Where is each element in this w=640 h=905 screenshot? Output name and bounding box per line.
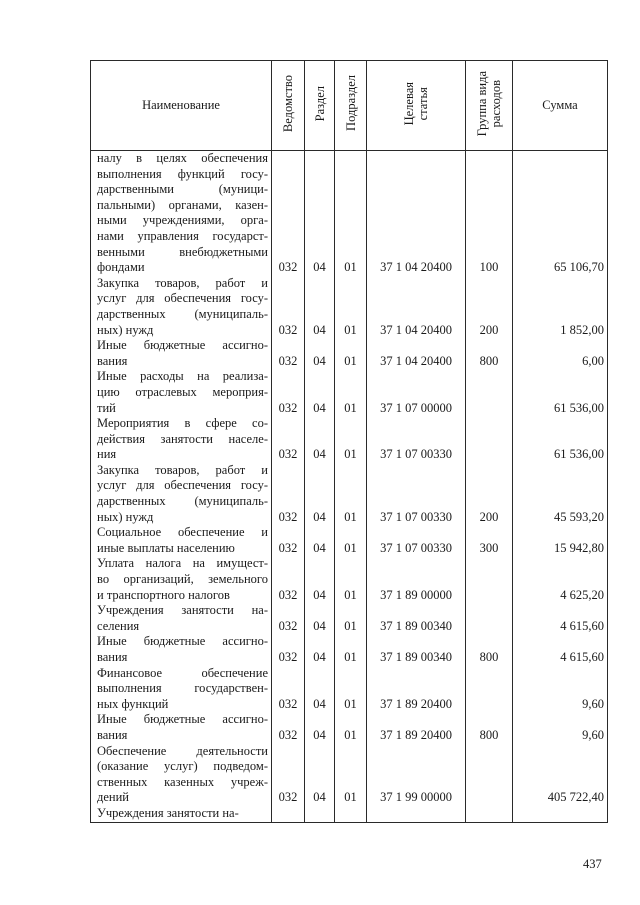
cell-podrazdel: 01 xyxy=(335,666,367,713)
cell-grp xyxy=(466,806,513,822)
table-row xyxy=(91,151,608,276)
cell-ved: 032 xyxy=(272,744,305,806)
row-name xyxy=(91,556,272,603)
cell-cel: 37 1 89 00340 xyxy=(367,603,466,634)
cell-podrazdel xyxy=(335,806,367,822)
cell-sum: 4 625,20 xyxy=(513,556,608,603)
cell-ved: 032 xyxy=(272,151,305,276)
cell-sum: 6,00 xyxy=(513,338,608,369)
cell-razdel: 04 xyxy=(305,634,335,665)
row-name-line: Иные расходы на реализа- xyxy=(97,369,268,384)
cell-ved: 032 xyxy=(272,416,305,463)
cell-razdel: 04 xyxy=(305,744,335,806)
cell-sum: 65 106,70 xyxy=(513,151,608,276)
cell-ved: 032 xyxy=(272,338,305,369)
header-ved xyxy=(272,61,305,151)
cell-sum: 9,60 xyxy=(513,666,608,713)
cell-sum: 1 852,00 xyxy=(513,276,608,338)
cell-grp xyxy=(466,556,513,603)
cell-grp: 200 xyxy=(466,276,513,338)
row-name-line: ных функций xyxy=(97,696,169,711)
cell-sum: 4 615,60 xyxy=(513,603,608,634)
table-row xyxy=(91,666,608,713)
row-name-line: и транспортного налогов xyxy=(97,587,230,602)
cell-cel: 37 1 04 20400 xyxy=(367,151,466,276)
row-name xyxy=(91,416,272,463)
header-podrazdel xyxy=(335,61,367,151)
row-name xyxy=(91,463,272,525)
row-name-line: тий xyxy=(97,400,116,415)
row-name-line: ными учреждениями, орга- xyxy=(97,213,268,228)
row-name-line: фондами xyxy=(97,260,145,275)
cell-cel: 37 1 99 00000 xyxy=(367,744,466,806)
table-row xyxy=(91,712,608,743)
row-name-line: иные выплаты населению xyxy=(97,540,235,555)
cell-sum: 405 722,40 xyxy=(513,744,608,806)
cell-cel: 37 1 89 00000 xyxy=(367,556,466,603)
cell-ved: 032 xyxy=(272,634,305,665)
cell-sum xyxy=(513,806,608,822)
row-name-line: Обеспечение деятельности xyxy=(97,743,268,758)
cell-cel xyxy=(367,806,466,822)
row-name-line: Социальное обеспечение и xyxy=(97,525,268,540)
cell-razdel: 04 xyxy=(305,603,335,634)
row-name-line: налу в целях обеспечения xyxy=(97,151,268,165)
cell-ved xyxy=(272,806,305,822)
cell-razdel: 04 xyxy=(305,463,335,525)
header-cel-line1: Целевая xyxy=(402,81,416,125)
cell-grp: 800 xyxy=(466,634,513,665)
cell-sum: 15 942,80 xyxy=(513,525,608,556)
row-name xyxy=(91,338,272,369)
row-name-line: вания xyxy=(97,650,128,664)
cell-grp xyxy=(466,416,513,463)
table-row xyxy=(91,806,608,822)
cell-podrazdel: 01 xyxy=(335,463,367,525)
row-name-line: ных) нужд xyxy=(97,509,154,524)
header-grp-label xyxy=(475,71,503,136)
row-name xyxy=(91,369,272,416)
cell-podrazdel: 01 xyxy=(335,744,367,806)
table-row xyxy=(91,556,608,603)
cell-sum: 45 593,20 xyxy=(513,463,608,525)
row-name-line: действия занятости населе- xyxy=(97,431,268,446)
row-name xyxy=(91,634,272,665)
header-name: Наименование xyxy=(91,61,272,151)
row-name-line: Закупка товаров, работ и xyxy=(97,275,268,290)
cell-sum: 61 536,00 xyxy=(513,416,608,463)
row-name-line: ных) нужд xyxy=(97,322,154,337)
row-name-line: выполнения государствен- xyxy=(97,681,268,696)
cell-cel: 37 1 07 00330 xyxy=(367,463,466,525)
row-name-line: дений xyxy=(97,790,129,805)
table-row xyxy=(91,634,608,665)
table-row xyxy=(91,276,608,338)
cell-podrazdel: 01 xyxy=(335,338,367,369)
header-grp-line1: Группа вида xyxy=(475,70,489,136)
cell-sum: 9,60 xyxy=(513,712,608,743)
cell-ved: 032 xyxy=(272,525,305,556)
header-podrazdel-label: Подраздел xyxy=(343,75,358,132)
table-row xyxy=(91,338,608,369)
row-name-line: ния xyxy=(97,447,117,462)
cell-podrazdel: 01 xyxy=(335,525,367,556)
cell-razdel: 04 xyxy=(305,151,335,276)
row-name-line: дарственными (муници- xyxy=(97,182,268,197)
cell-grp xyxy=(466,603,513,634)
cell-cel: 37 1 89 00340 xyxy=(367,634,466,665)
row-name-line: услуг для обеспечения госу- xyxy=(97,291,268,306)
row-name xyxy=(91,806,272,822)
cell-razdel: 04 xyxy=(305,338,335,369)
cell-cel: 37 1 04 20400 xyxy=(367,338,466,369)
cell-grp: 800 xyxy=(466,712,513,743)
cell-sum: 4 615,60 xyxy=(513,634,608,665)
cell-cel: 37 1 07 00000 xyxy=(367,369,466,416)
row-name-line: пальными) органами, казен- xyxy=(97,197,268,212)
cell-podrazdel: 01 xyxy=(335,151,367,276)
row-name-line: (оказание услуг) подведом- xyxy=(97,759,268,774)
header-ved-label: Ведомство xyxy=(281,74,295,132)
header-grp-line2: расходов xyxy=(489,79,503,127)
row-name-line: ственных казенных учреж- xyxy=(97,774,268,789)
row-name-line: Уплата налога на имущест- xyxy=(97,556,268,571)
cell-grp: 100 xyxy=(466,151,513,276)
cell-ved: 032 xyxy=(272,369,305,416)
cell-grp: 800 xyxy=(466,338,513,369)
row-name-line: дарственных (муниципаль- xyxy=(97,306,268,321)
table-row xyxy=(91,603,608,634)
page-number: 437 xyxy=(583,857,602,871)
cell-razdel: 04 xyxy=(305,525,335,556)
row-name-line: цию отраслевых мероприя- xyxy=(97,384,268,399)
cell-podrazdel: 01 xyxy=(335,276,367,338)
cell-cel: 37 1 89 20400 xyxy=(367,666,466,713)
row-name-line: вания xyxy=(97,727,128,742)
cell-podrazdel: 01 xyxy=(335,634,367,665)
row-name xyxy=(91,666,272,713)
cell-razdel xyxy=(305,806,335,822)
table-row xyxy=(91,744,608,806)
cell-ved: 032 xyxy=(272,712,305,743)
table-row xyxy=(91,525,608,556)
cell-ved: 032 xyxy=(272,276,305,338)
cell-cel: 37 1 07 00330 xyxy=(367,525,466,556)
row-name-line: Учреждения занятости на- xyxy=(97,603,268,618)
cell-podrazdel: 01 xyxy=(335,369,367,416)
row-name-line: во организаций, земельного xyxy=(97,572,268,587)
table-row xyxy=(91,463,608,525)
cell-grp xyxy=(466,744,513,806)
cell-cel: 37 1 07 00330 xyxy=(367,416,466,463)
row-name xyxy=(91,525,272,556)
row-name xyxy=(91,744,272,806)
row-name xyxy=(91,276,272,338)
cell-razdel: 04 xyxy=(305,556,335,603)
row-name-line: Иные бюджетные ассигно- xyxy=(97,712,268,727)
cell-podrazdel: 01 xyxy=(335,556,367,603)
row-name-line: дарственных (муниципаль- xyxy=(97,494,268,509)
row-name-line: Учреждения занятости на- xyxy=(97,805,239,820)
row-name xyxy=(91,712,272,743)
cell-podrazdel: 01 xyxy=(335,416,367,463)
cell-ved: 032 xyxy=(272,603,305,634)
cell-grp xyxy=(466,369,513,416)
header-sum: Сумма xyxy=(513,61,608,151)
row-name xyxy=(91,151,272,276)
table-body xyxy=(91,151,608,823)
row-name xyxy=(91,603,272,634)
row-name-line: Мероприятия в сфере со- xyxy=(97,416,268,431)
row-name-line: Закупка товаров, работ и xyxy=(97,462,268,477)
table-row xyxy=(91,369,608,416)
header-cel-label xyxy=(402,82,430,125)
cell-cel: 37 1 04 20400 xyxy=(367,276,466,338)
cell-razdel: 04 xyxy=(305,416,335,463)
cell-grp: 200 xyxy=(466,463,513,525)
cell-razdel: 04 xyxy=(305,712,335,743)
header-cel xyxy=(367,61,466,151)
row-name-line: Иные бюджетные ассигно- xyxy=(97,338,268,353)
table-row xyxy=(91,416,608,463)
cell-ved: 032 xyxy=(272,556,305,603)
row-name-line: выполнения функций госу- xyxy=(97,166,268,181)
cell-ved: 032 xyxy=(272,463,305,525)
row-name-line: Финансовое обеспечение xyxy=(97,665,268,680)
header-razdel xyxy=(305,61,335,151)
row-name-line: венными внебюджетными xyxy=(97,244,268,259)
cell-podrazdel: 01 xyxy=(335,712,367,743)
cell-sum: 61 536,00 xyxy=(513,369,608,416)
header-cel-line2: статья xyxy=(416,86,430,120)
row-name-line: Иные бюджетные ассигно- xyxy=(97,634,268,649)
cell-razdel: 04 xyxy=(305,276,335,338)
row-name-line: вания xyxy=(97,353,128,368)
cell-razdel: 04 xyxy=(305,666,335,713)
header-razdel-label: Раздел xyxy=(312,85,327,121)
cell-grp: 300 xyxy=(466,525,513,556)
cell-ved: 032 xyxy=(272,666,305,713)
cell-razdel: 04 xyxy=(305,369,335,416)
cell-grp xyxy=(466,666,513,713)
table-header xyxy=(91,61,608,151)
cell-cel: 37 1 89 20400 xyxy=(367,712,466,743)
row-name-line: селения xyxy=(97,618,140,633)
budget-table xyxy=(90,60,608,823)
header-grp xyxy=(466,61,513,151)
row-name-line: нами управления государст- xyxy=(97,228,268,243)
row-name-line: услуг для обеспечения госу- xyxy=(97,478,268,493)
cell-podrazdel: 01 xyxy=(335,603,367,634)
